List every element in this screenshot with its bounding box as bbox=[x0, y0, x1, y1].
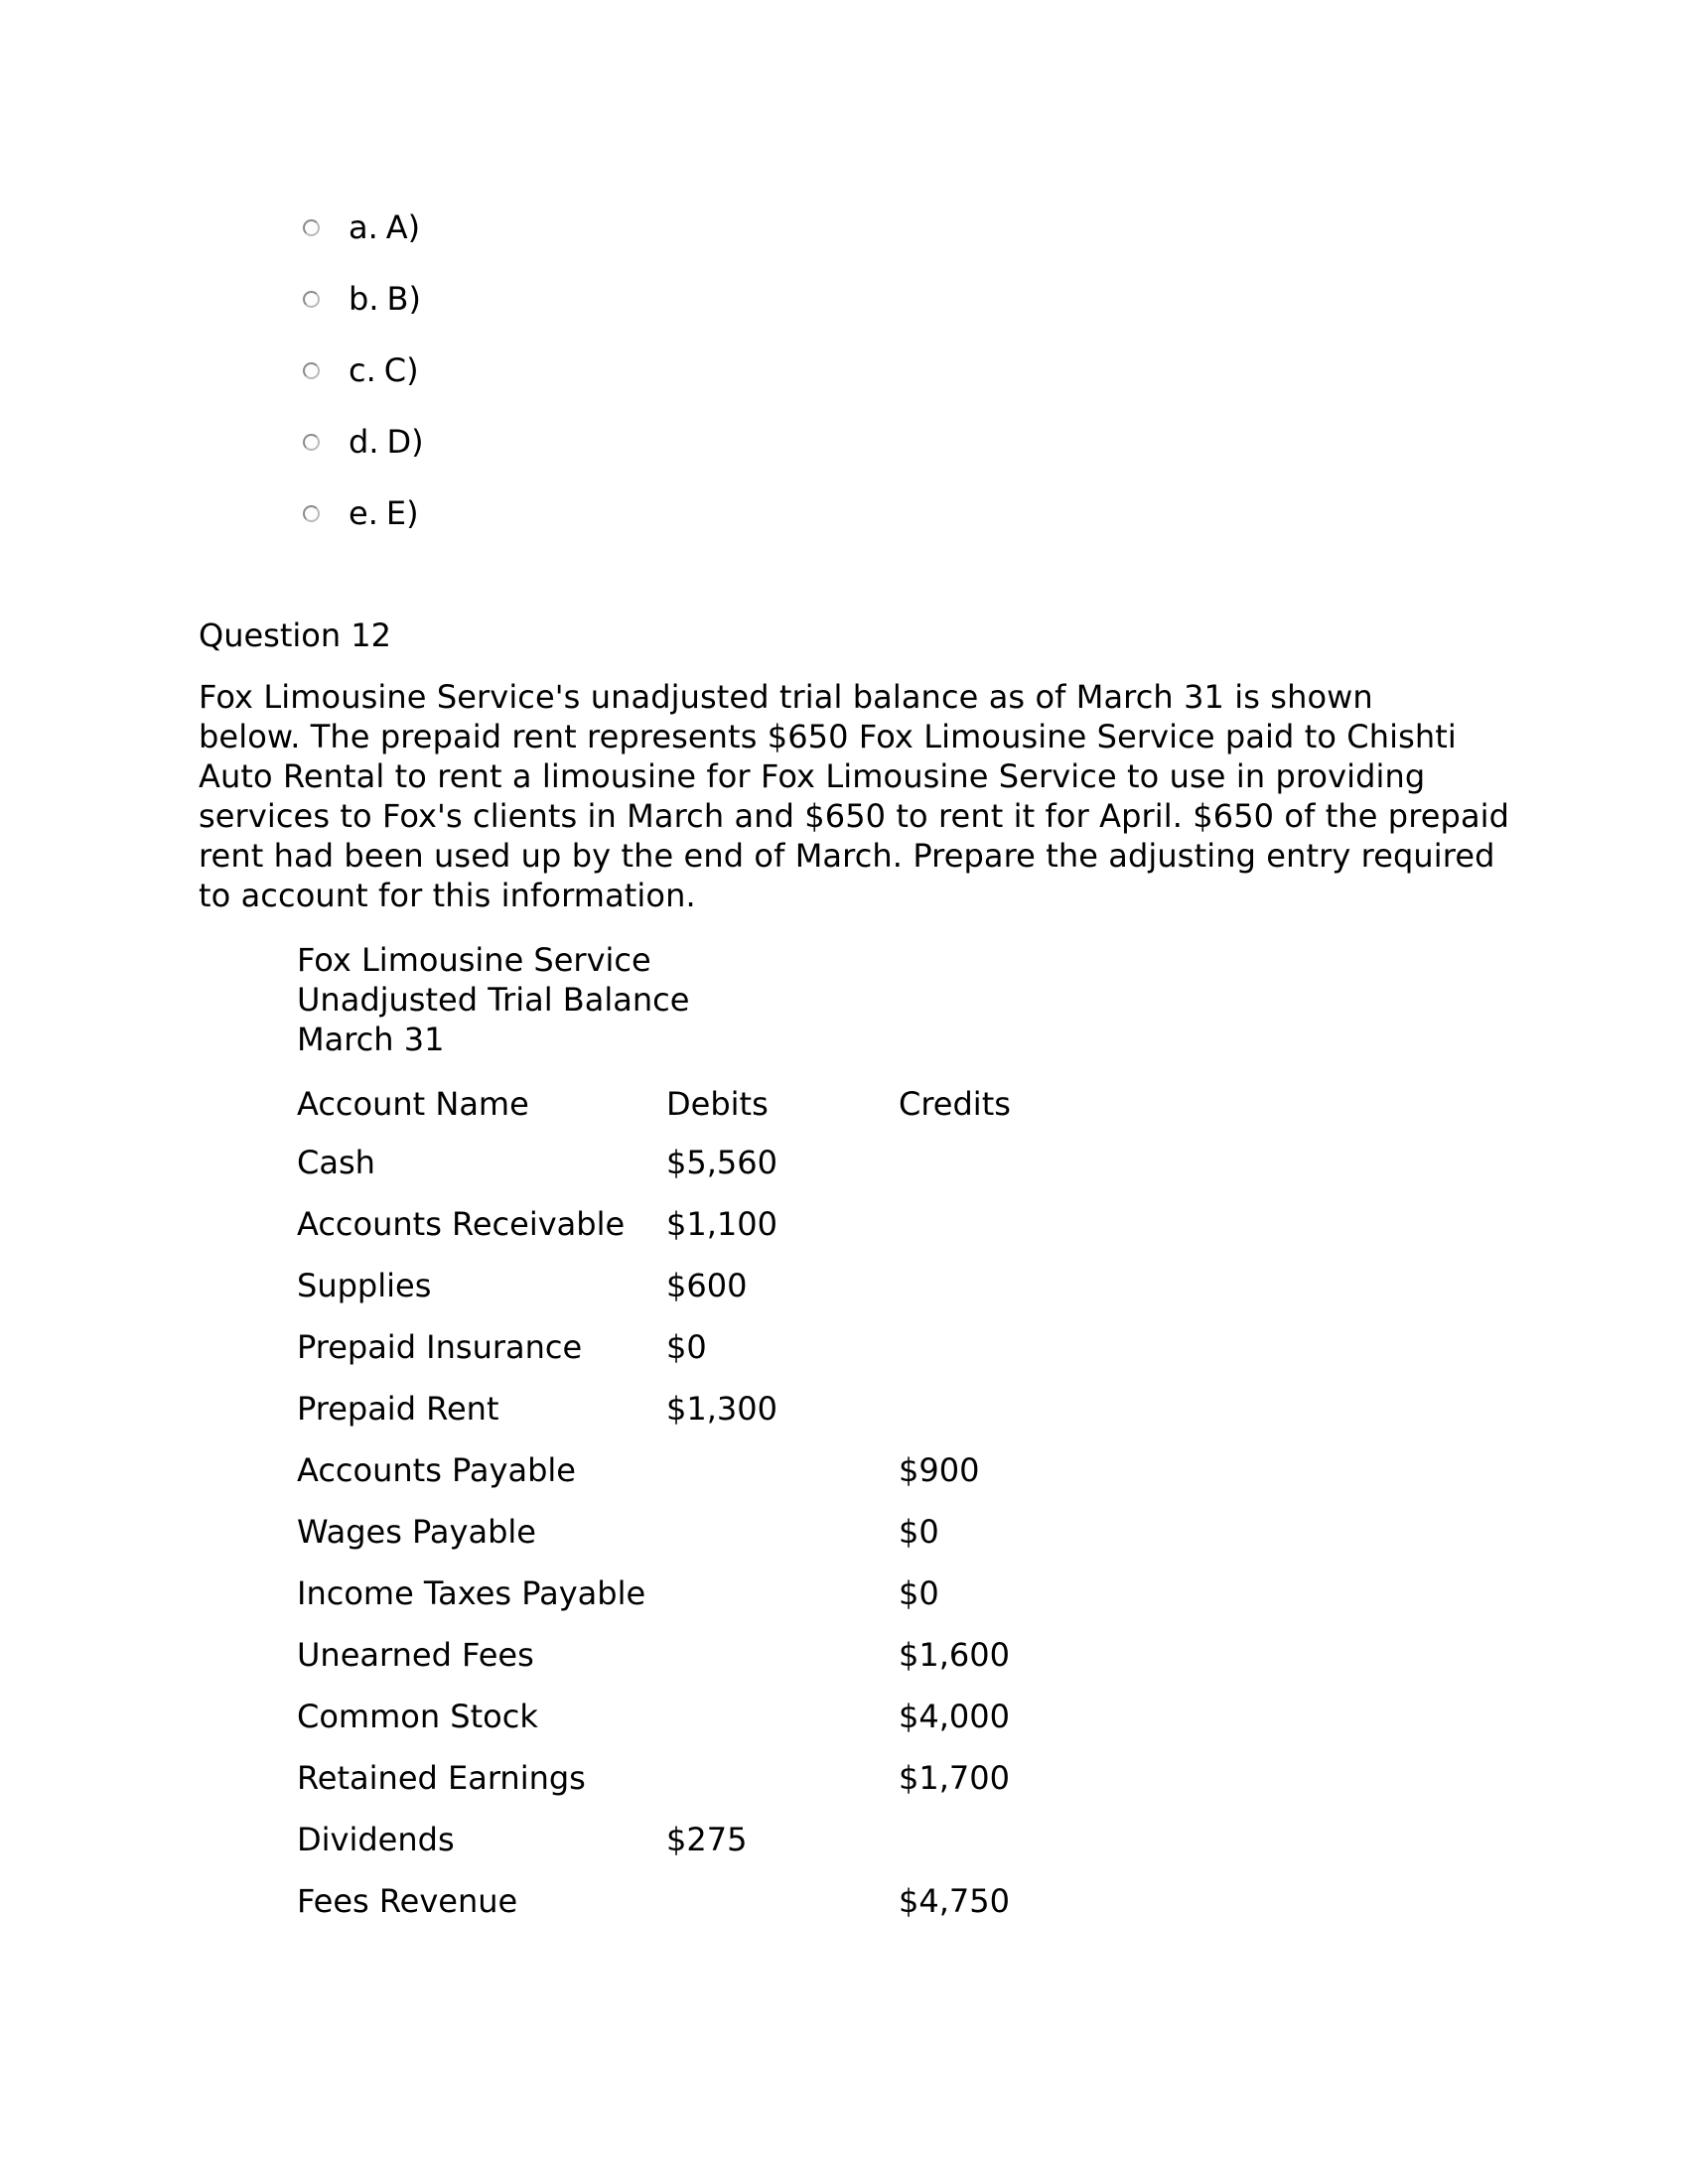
account-name: Income Taxes Payable bbox=[297, 1574, 646, 1612]
credit-value: $900 bbox=[899, 1451, 980, 1489]
option-letter: c. bbox=[349, 351, 376, 389]
radio-icon[interactable] bbox=[303, 291, 320, 308]
account-name: Fees Revenue bbox=[297, 1882, 518, 1920]
table-row bbox=[297, 1809, 1097, 1870]
option-a[interactable] bbox=[303, 192, 700, 263]
account-name: Accounts Payable bbox=[297, 1451, 576, 1489]
account-name: Dividends bbox=[297, 1821, 455, 1858]
table-row bbox=[297, 1255, 1097, 1316]
credit-value: $0 bbox=[899, 1513, 939, 1551]
debit-value: $1,100 bbox=[666, 1205, 777, 1243]
radio-icon[interactable] bbox=[303, 434, 320, 451]
option-b[interactable] bbox=[303, 263, 700, 335]
header-debits: Debits bbox=[666, 1085, 769, 1123]
question-line: Fox Limousine Service's unadjusted trial balance as of March 31 is shown bbox=[199, 678, 1373, 716]
table-row bbox=[297, 1686, 1097, 1747]
credit-value bbox=[899, 1255, 1097, 1316]
table-row bbox=[297, 1563, 1097, 1624]
radio-icon[interactable] bbox=[303, 505, 320, 522]
account-name: Prepaid Insurance bbox=[297, 1328, 583, 1366]
option-label: B) bbox=[386, 280, 421, 318]
question-line: to account for this information. bbox=[199, 877, 696, 914]
company-name: Fox Limousine Service bbox=[297, 941, 651, 979]
statement-name: Unadjusted Trial Balance bbox=[297, 981, 690, 1019]
option-e[interactable] bbox=[303, 478, 700, 549]
option-label: A) bbox=[385, 208, 421, 246]
question-line: below. The prepaid rent represents $650 Fox Limousine Service paid to Chishti bbox=[199, 718, 1457, 755]
option-letter: a. bbox=[349, 208, 378, 246]
debit-value bbox=[666, 1501, 899, 1563]
radio-icon[interactable] bbox=[303, 362, 320, 379]
debit-value: $600 bbox=[666, 1267, 748, 1304]
header-account-name: Account Name bbox=[297, 1085, 529, 1123]
option-letter: b. bbox=[349, 280, 379, 318]
debit-value bbox=[666, 1439, 899, 1501]
account-name: Wages Payable bbox=[297, 1513, 536, 1551]
account-name: Supplies bbox=[297, 1267, 432, 1304]
question-line: rent had been used up by the end of March. Prepare the adjusting entry required bbox=[199, 837, 1495, 875]
debit-value bbox=[666, 1624, 899, 1686]
option-label: E) bbox=[385, 494, 419, 532]
table-row bbox=[297, 1193, 1097, 1255]
table-row bbox=[297, 1378, 1097, 1439]
credit-value: $4,000 bbox=[899, 1698, 1010, 1735]
credit-value bbox=[899, 1132, 1097, 1193]
question-line: Auto Rental to rent a limousine for Fox Limousine Service to use in providing bbox=[199, 757, 1426, 795]
debit-value: $5,560 bbox=[666, 1144, 777, 1181]
debit-value bbox=[666, 1747, 899, 1809]
credit-value: $4,750 bbox=[899, 1882, 1010, 1920]
question-text bbox=[199, 677, 1510, 915]
option-c[interactable] bbox=[303, 335, 700, 406]
answer-options bbox=[303, 192, 700, 549]
credit-value bbox=[899, 1316, 1097, 1378]
table-row bbox=[297, 1747, 1097, 1809]
table-row bbox=[297, 1132, 1097, 1193]
header-credits: Credits bbox=[899, 1085, 1011, 1123]
debit-value: $275 bbox=[666, 1821, 748, 1858]
table-header-row bbox=[297, 1076, 1097, 1132]
debit-value bbox=[666, 1870, 899, 1932]
account-name: Unearned Fees bbox=[297, 1636, 534, 1674]
credit-value: $0 bbox=[899, 1574, 939, 1612]
debit-value bbox=[666, 1686, 899, 1747]
question-title: Question 12 bbox=[199, 616, 392, 654]
account-name: Accounts Receivable bbox=[297, 1205, 626, 1243]
radio-icon[interactable] bbox=[303, 219, 320, 236]
credit-value bbox=[899, 1378, 1097, 1439]
debit-value: $0 bbox=[666, 1328, 707, 1366]
credit-value bbox=[899, 1193, 1097, 1255]
debit-value bbox=[666, 1563, 899, 1624]
trial-balance-table bbox=[297, 1076, 1097, 1932]
option-letter: d. bbox=[349, 423, 379, 461]
debit-value: $1,300 bbox=[666, 1390, 777, 1428]
table-row bbox=[297, 1624, 1097, 1686]
option-d[interactable] bbox=[303, 406, 700, 478]
option-label: C) bbox=[383, 351, 419, 389]
option-label: D) bbox=[386, 423, 424, 461]
table-row bbox=[297, 1316, 1097, 1378]
trial-balance-header bbox=[297, 940, 689, 1059]
table-row bbox=[297, 1439, 1097, 1501]
account-name: Retained Earnings bbox=[297, 1759, 586, 1797]
account-name: Common Stock bbox=[297, 1698, 538, 1735]
statement-date: March 31 bbox=[297, 1021, 445, 1058]
credit-value: $1,700 bbox=[899, 1759, 1010, 1797]
question-line: services to Fox's clients in March and $650 to rent it for April. $650 of the prepaid bbox=[199, 797, 1510, 835]
credit-value bbox=[899, 1809, 1097, 1870]
option-letter: e. bbox=[349, 494, 378, 532]
account-name: Prepaid Rent bbox=[297, 1390, 499, 1428]
table-row bbox=[297, 1870, 1097, 1932]
account-name: Cash bbox=[297, 1144, 375, 1181]
table-row bbox=[297, 1501, 1097, 1563]
credit-value: $1,600 bbox=[899, 1636, 1010, 1674]
